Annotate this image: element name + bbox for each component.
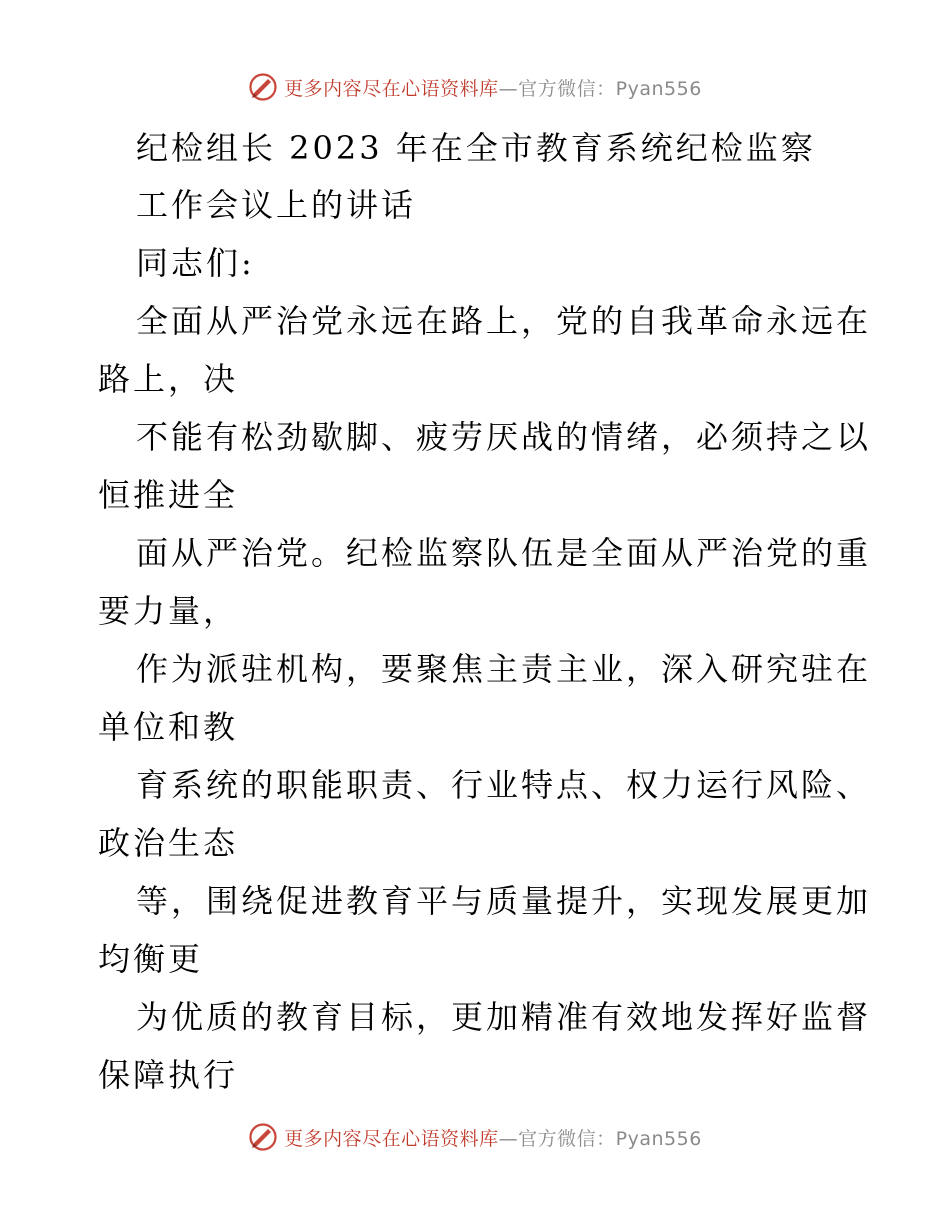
paragraph-line: 等，围绕促进教育平与质量提升，实现发展更加 (136, 882, 872, 920)
paragraph-line: 面从严治党。纪检监察队伍是全面从严治党的重 (136, 534, 872, 572)
watermark-footer (0, 1122, 950, 1152)
watermark-text: 更多内容尽在心语资料库—官方微信：Pyan556 (284, 77, 702, 100)
paragraph-line: 不能有松劲歇脚、疲劳厌战的情绪，必须持之以 (136, 418, 872, 456)
paragraph-line: 单位和教 (98, 708, 239, 746)
watermark-header (0, 72, 950, 102)
paragraph-line: 为优质的教育目标，更加精准有效地发挥好监督 (136, 998, 872, 1036)
pen-logo-icon (248, 1122, 278, 1152)
paragraph-line: 要力量， (98, 592, 239, 630)
salutation: 同志们: (136, 244, 255, 282)
paragraph-line: 全面从严治党永远在路上，党的自我革命永远在 (136, 302, 872, 340)
paragraph-line: 均衡更 (98, 940, 204, 978)
pen-logo-icon (248, 72, 278, 102)
paragraph-line: 恒推进全 (98, 476, 239, 514)
paragraph-line: 政治生态 (98, 824, 239, 862)
title-line-1: 纪检组长 2023 年在全市教育系统纪检监察 (136, 129, 816, 167)
title-line-2: 工作会议上的讲话 (136, 186, 417, 224)
paragraph-line: 路上，决 (98, 360, 239, 398)
paragraph-line: 作为派驻机构，要聚焦主责主业，深入研究驻在 (136, 650, 872, 688)
watermark-text: 更多内容尽在心语资料库—官方微信：Pyan556 (284, 1127, 702, 1150)
paragraph-line: 育系统的职能职责、行业特点、权力运行风险、 (136, 766, 872, 804)
paragraph-line: 保障执行 (98, 1056, 239, 1094)
